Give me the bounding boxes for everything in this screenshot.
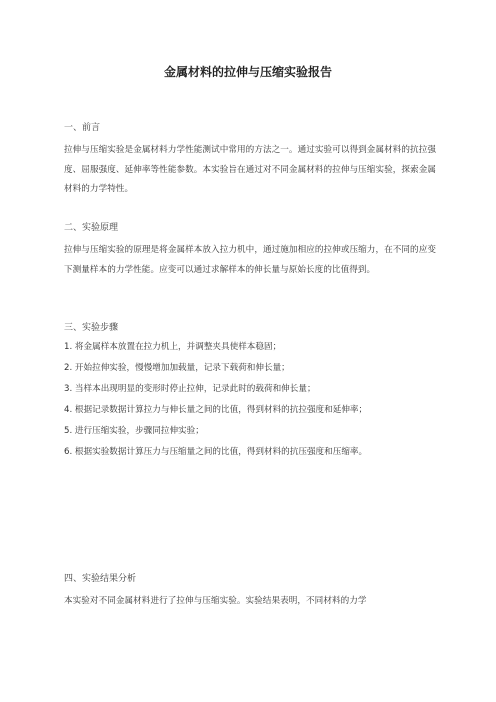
- section-heading: 四、实验结果分析: [64, 574, 137, 584]
- section-preface: [64, 122, 436, 200]
- section-paragraph: 本实验对不同金属材料进行了拉伸与压缩实验。实验结果表明，不同材料的力学: [64, 596, 367, 606]
- section-principle: [64, 222, 436, 280]
- list-item: 4. 根据记录数据计算拉力与伸长量之间的比值，得到材料的抗拉强度和延伸率；: [64, 405, 368, 415]
- section-paragraph: 拉伸与压缩实验是金属材料力学性能测试中常用的方法之一。通过实验可以得到金属材料的抗拉强度、屈服强度、延伸率等性能参数。本实验旨在通过对不同金属材料的拉伸与压缩实验，探索金属材料的力学特性。: [64, 145, 436, 194]
- section-heading: 三、实验步骤: [64, 323, 119, 333]
- list-item: 6. 根据实验数据计算压力与压缩量之间的比值，得到材料的抗压强度和压缩率。: [64, 447, 368, 457]
- list-item: 3. 当样本出现明显的变形时停止拉伸，记录此时的载荷和伸长量；: [64, 384, 316, 394]
- list-item: 2. 开始拉伸实验，慢慢增加加载量，记录下载荷和伸长量；: [64, 363, 290, 373]
- list-item: 5. 进行压缩实验，步骤同拉伸实验；: [64, 426, 204, 436]
- section-paragraph: 拉伸与压缩实验的原理是将金属样本放入拉力机中，通过施加相应的拉伸或压缩力，在不同的应变下测量样本的力学性能。应变可以通过求解样本的伸长量与原始长度的比值得到。: [64, 245, 436, 275]
- document-title: 金属材料的拉伸与压缩实验报告: [163, 65, 332, 79]
- section-heading: 二、实验原理: [64, 223, 119, 233]
- section-steps: [64, 322, 436, 467]
- list-item: 1. 将金属样本放置在拉力机上，并调整夹具使样本稳固；: [64, 342, 282, 352]
- section-heading: 一、前言: [64, 123, 101, 133]
- steps-list: [64, 341, 436, 458]
- section-results: [64, 573, 436, 612]
